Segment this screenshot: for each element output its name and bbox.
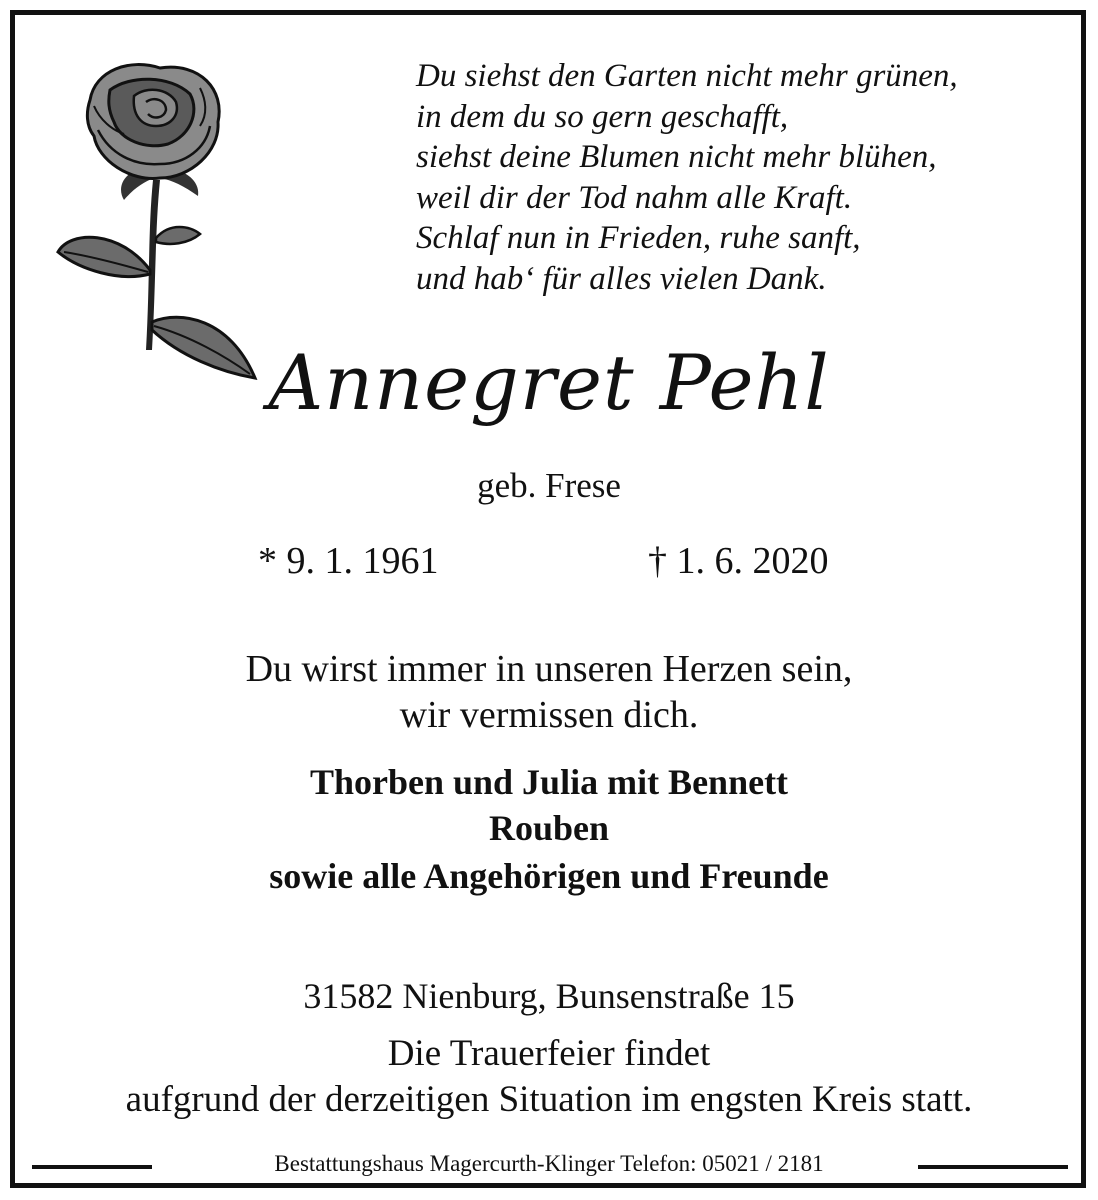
deceased-name: Annegret Pehl xyxy=(268,338,830,427)
mourner-line: Rouben xyxy=(488,808,610,848)
mourner-line: Thorben und Julia mit Bennett xyxy=(309,762,789,802)
death-date: † 1. 6. 2020 xyxy=(648,540,829,582)
maiden-name: geb. Frese xyxy=(477,466,621,505)
poem-line: in dem du so gern geschafft, xyxy=(416,98,789,135)
poem-line: siehst deine Blumen nicht mehr blühen, xyxy=(416,139,937,175)
poem-line: Du siehst den Garten nicht mehr grünen, xyxy=(416,58,958,94)
birth-date: * 9. 1. 1961 xyxy=(258,540,439,582)
poem-line: weil dir der Tod nahm alle Kraft. xyxy=(416,179,853,216)
funeral-note-line: aufgrund der derzeitigen Situation im engsten Kreis statt. xyxy=(125,1079,973,1120)
message-line: wir vermissen dich. xyxy=(399,694,699,736)
mourner-line: sowie alle Angehörigen und Freunde xyxy=(269,856,829,896)
funeral-home-footer: Bestattungshaus Magercurth-Klinger Telefon: 05021 / 2181 xyxy=(274,1151,824,1176)
rose-icon xyxy=(50,60,260,380)
poem-line: Schlaf nun in Frieden, ruhe sanft, xyxy=(416,220,861,256)
poem xyxy=(416,56,1076,299)
message-line: Du wirst immer in unseren Herzen sein, xyxy=(245,648,853,690)
poem-line: und hab‘ für alles vielen Dank. xyxy=(416,260,827,297)
address: 31582 Nienburg, Bunsenstraße 15 xyxy=(303,976,795,1016)
funeral-note-line: Die Trauerfeier findet xyxy=(387,1033,711,1074)
